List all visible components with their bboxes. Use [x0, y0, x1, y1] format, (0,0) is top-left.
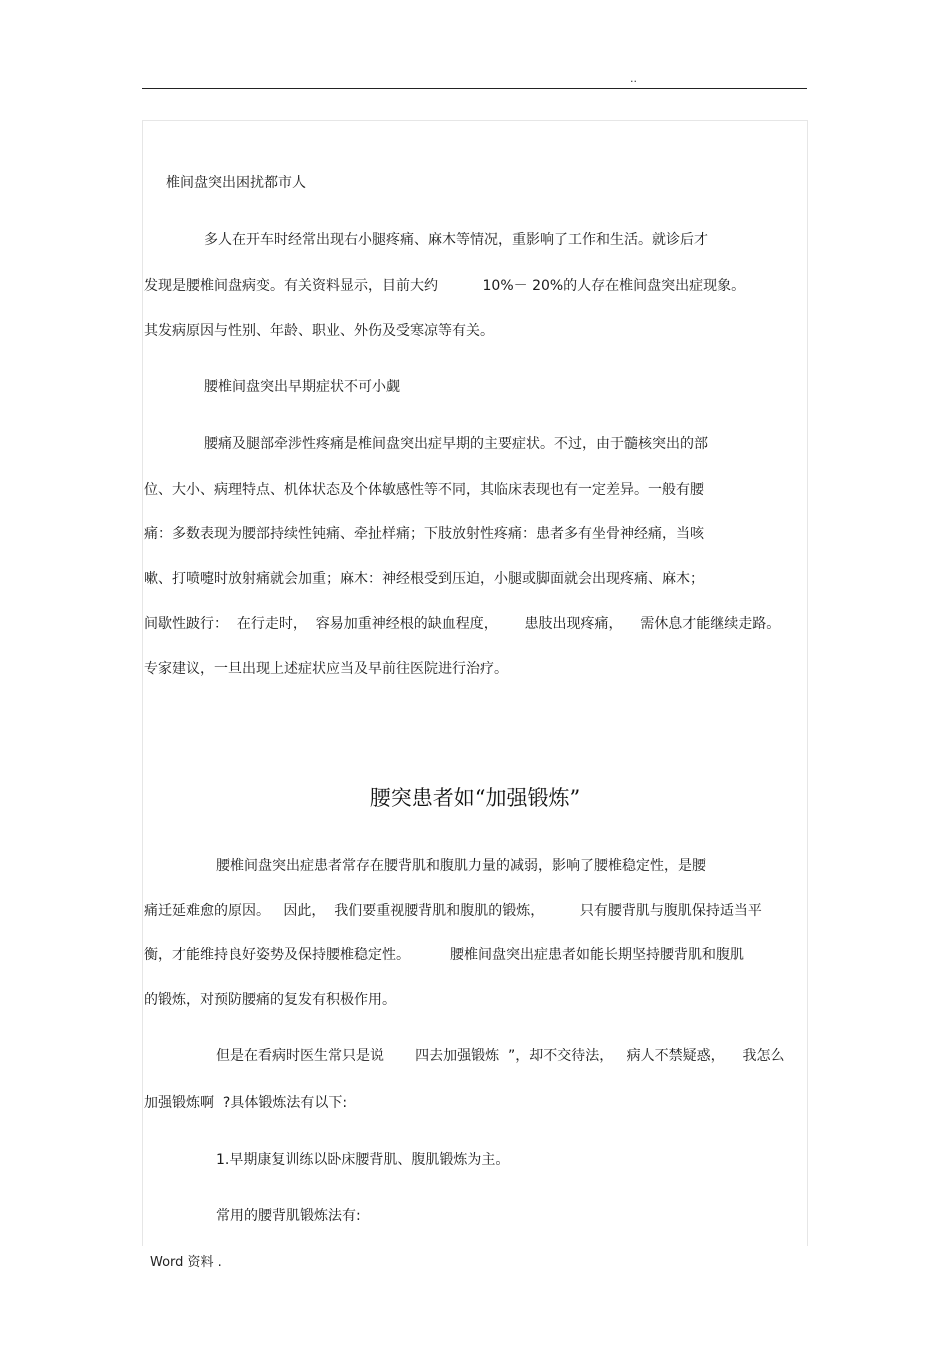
paragraph-line: 间歇性跛行： 在行走时， 容易加重神经根的缺血程度， 患肢出现疼痛， 需休息才能继续走路。 [144, 616, 781, 632]
footer-label: Word 资料 . [150, 1255, 222, 1270]
paragraph-line: 其发病原因与性别、年龄、职业、外伤及受寒凉等有关。 [144, 323, 494, 339]
paragraph-line: 专家建议，一旦出现上述症状应当及早前往医院进行治疗。 [144, 661, 508, 677]
paragraph-line: 腰椎间盘突出症患者常存在腰背肌和腹肌力量的减弱，影响了腰椎稳定性，是腰 [216, 858, 706, 874]
paragraph-line: 腰痛及腿部牵涉性疼痛是椎间盘突出症早期的主要症状。不过，由于髓核突出的部 [204, 436, 708, 452]
header-rule [142, 88, 807, 89]
paragraph-line: 位、大小、病理特点、机体状态及个体敏感性等不同，其临床表现也有一定差异。一般有腰 [144, 482, 704, 498]
paragraph-line: 痛迁延难愈的原因。 因此， 我们要重视腰背肌和腹肌的锻炼， 只有腰背肌与腹肌保持适当平 [144, 903, 762, 919]
paragraph-line: 的锻炼，对预防腰痛的复发有积极作用。 [144, 992, 396, 1008]
article-title: 腰突患者如“加强锻炼” [369, 786, 581, 810]
section-heading: 椎间盘突出困扰都市人 [166, 175, 306, 191]
paragraph-line: 加强锻炼啊 ?具体锻炼法有以下: [144, 1095, 348, 1111]
paragraph-line: 衡，才能维持良好姿势及保持腰椎稳定性。 腰椎间盘突出症患者如能长期坚持腰背肌和腹肌 [144, 947, 745, 963]
paragraph-line: 发现是腰椎间盘病变。有关资料显示，目前大约 10%－ 20%的人存在椎间盘突出症现象。 [144, 278, 746, 294]
paragraph-line: 多人在开车时经常出现右小腿疼痛、麻木等情况，重影响了工作和生活。就诊后才 [204, 232, 708, 248]
header-mark: .. [630, 72, 637, 85]
list-item: 1.早期康复训练以卧床腰背肌、腹肌锻炼为主。 [216, 1152, 510, 1168]
paragraph-line: 痛：多数表现为腰部持续性钝痛、牵扯样痛；下肢放射性疼痛：患者多有坐骨神经痛，当咳 [144, 526, 704, 542]
section-heading: 腰椎间盘突出早期症状不可小觑 [204, 379, 400, 395]
paragraph-line: 但是在看病时医生常只是说 四去加强锻炼 ”，却不交待法， 病人不禁疑惑， 我怎么 [216, 1048, 785, 1064]
paragraph-line: 常用的腰背肌锻炼法有: [216, 1208, 361, 1224]
paragraph-line: 嗽、打喷嚏时放射痛就会加重；麻木：神经根受到压迫，小腿或脚面就会出现疼痛、麻木； [144, 571, 704, 587]
